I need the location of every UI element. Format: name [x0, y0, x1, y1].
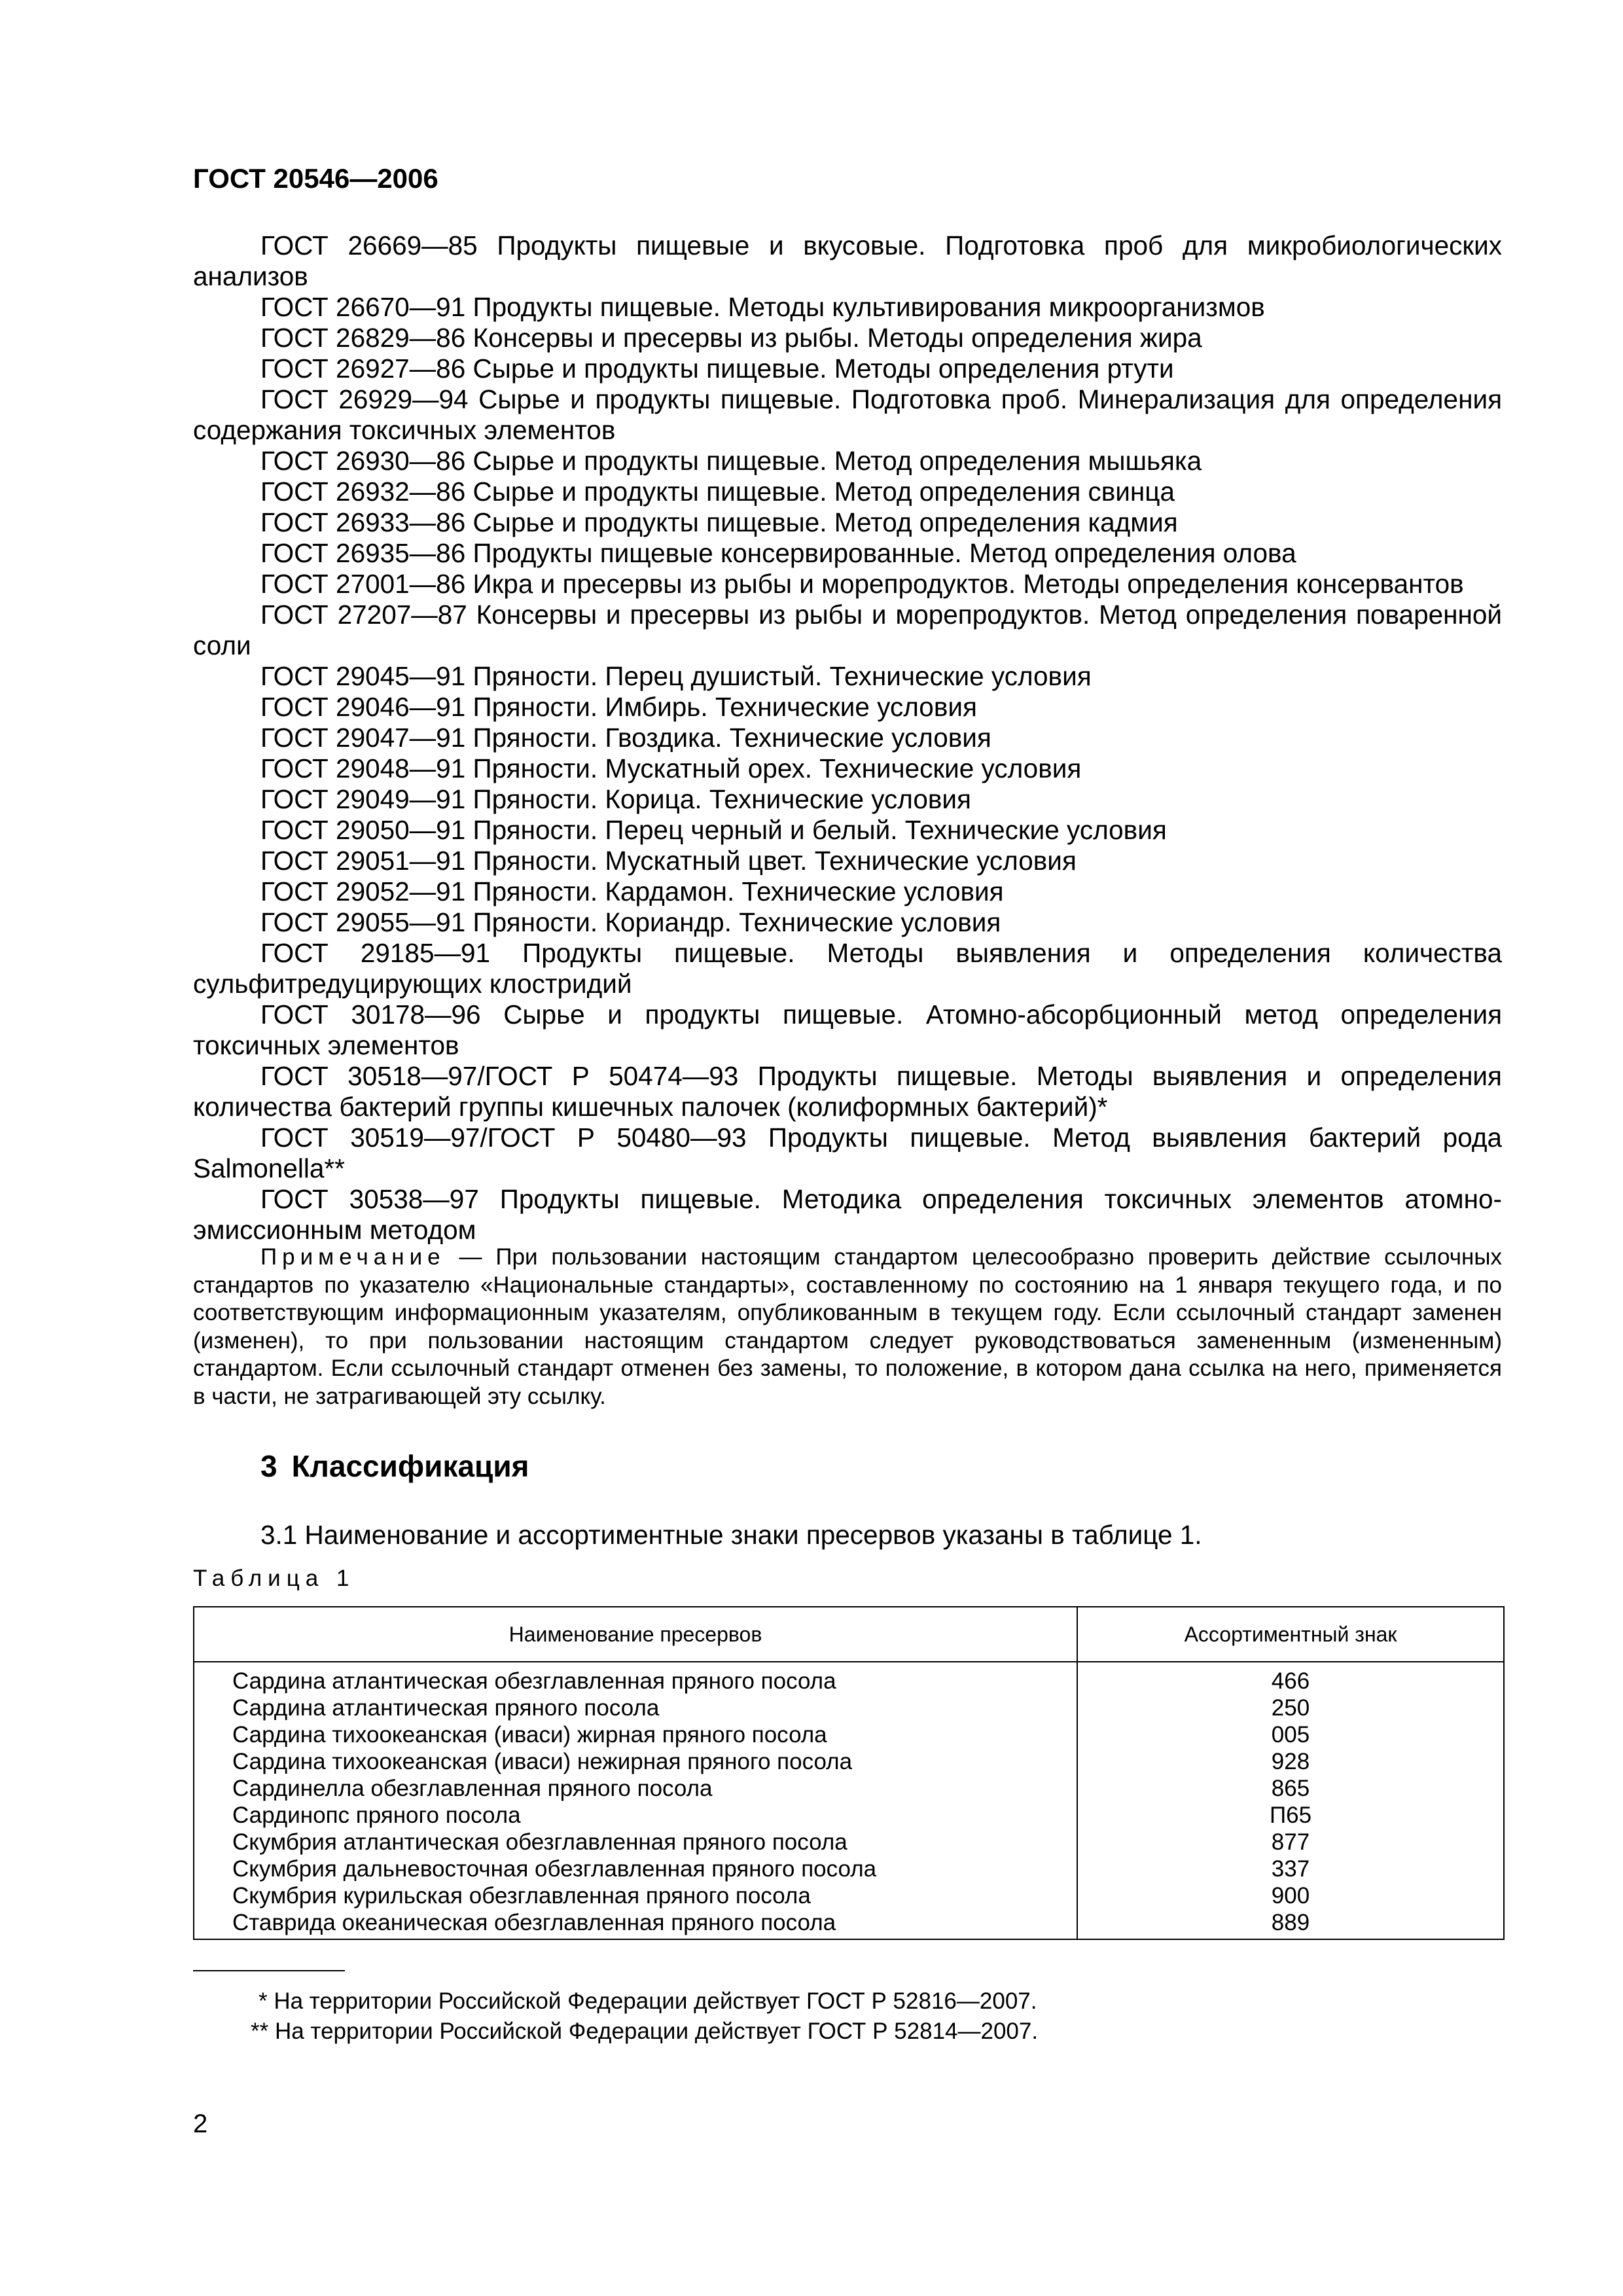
reference-item: ГОСТ 27001—86 Икра и пресервы из рыбы и морепродуктов. Методы определения консервантов [260, 569, 1464, 599]
footnote-item: * На территории Российской Федерации действует ГОСТ Р 52816—2007. [259, 1988, 1037, 2014]
reference-item: ГОСТ 26930—86 Сырье и продукты пищевые. Метод определения мышьяка [260, 446, 1202, 476]
reference-item: ГОСТ 29055—91 Пряности. Кориандр. Технические условия [260, 907, 1001, 937]
footnote-divider [193, 1970, 345, 1971]
assortment-code-cell: 337 [1077, 1856, 1504, 1882]
product-name-cell: Сардина атлантическая обезглавленная пряного посола [194, 1662, 1077, 1695]
reference-item: ГОСТ 26829—86 Консервы и пресервы из рыбы. Методы определения жира [260, 323, 1202, 353]
table-row [194, 1775, 1504, 1802]
reference-item: ГОСТ 26935—86 Продукты пищевые консервированные. Метод определения олова [260, 538, 1296, 568]
section-heading [260, 1448, 529, 1484]
table-row [194, 1721, 1504, 1748]
assortment-code-cell: 466 [1077, 1662, 1504, 1695]
reference-item: ГОСТ 30518—97/ГОСТ Р 50474—93 Продукты пищевые. Методы выявления и определения количества бактерий группы кишечных палочек (колиформных бактерий)* [193, 1061, 1502, 1122]
table-row [194, 1802, 1504, 1829]
reference-item: ГОСТ 29047—91 Пряности. Гвоздика. Технические условия [260, 723, 991, 753]
reference-item: ГОСТ 27207—87 Консервы и пресервы из рыбы и морепродуктов. Метод определения поваренной соли [193, 600, 1502, 660]
reference-item: ГОСТ 26669—85 Продукты пищевые и вкусовые. Подготовка проб для микробиологических анализов [193, 230, 1502, 291]
reference-item: ГОСТ 30519—97/ГОСТ Р 50480—93 Продукты пищевые. Метод выявления бактерий рода Salmonella** [193, 1122, 1502, 1183]
section-title: Классификация [291, 1449, 529, 1483]
product-name-cell: Ставрида океаническая обезглавленная пряного посола [194, 1909, 1077, 1939]
preserves-table [193, 1606, 1505, 1940]
assortment-code-cell: 900 [1077, 1882, 1504, 1909]
note-paragraph [193, 1244, 1502, 1411]
reference-item: ГОСТ 29050—91 Пряности. Перец черный и белый. Технические условия [260, 815, 1167, 845]
assortment-code-cell: 928 [1077, 1748, 1504, 1775]
reference-item: ГОСТ 29185—91 Продукты пищевые. Методы выявления и определения количества сульфитредуцирующих клостридий [193, 938, 1502, 999]
table-header-row [194, 1607, 1504, 1662]
reference-item: ГОСТ 29049—91 Пряности. Корица. Технические условия [260, 784, 971, 814]
footnote-item: ** На территории Российской Федерации действует ГОСТ Р 52814—2007. [251, 2018, 1039, 2044]
reference-item: ГОСТ 29051—91 Пряности. Мускатный цвет. Технические условия [260, 846, 1077, 876]
product-name-cell: Скумбрия атлантическая обезглавленная пряного посола [194, 1829, 1077, 1856]
assortment-code-cell: 250 [1077, 1695, 1504, 1721]
table-row [194, 1856, 1504, 1882]
reference-item: ГОСТ 29046—91 Пряности. Имбирь. Технические условия [260, 692, 977, 722]
reference-item: ГОСТ 26933—86 Сырье и продукты пищевые. Метод определения кадмия [260, 507, 1178, 537]
reference-item: ГОСТ 26932—86 Сырье и продукты пищевые. Метод определения свинца [260, 476, 1175, 507]
column-header-name: Наименование пресервов [194, 1607, 1077, 1662]
product-name-cell: Сардина атлантическая пряного посола [194, 1695, 1077, 1721]
product-name-cell: Сардинопс пряного посола [194, 1802, 1077, 1829]
note-label: Примечание [260, 1244, 446, 1270]
table-row [194, 1662, 1504, 1695]
assortment-code-cell: П65 [1077, 1802, 1504, 1829]
table-row [194, 1829, 1504, 1856]
reference-item: ГОСТ 30538—97 Продукты пищевые. Методика определения токсичных элементов атомно-эмиссионным методом [193, 1184, 1502, 1245]
reference-item: ГОСТ 26927—86 Сырье и продукты пищевые. Методы определения ртути [260, 353, 1174, 384]
page-number: 2 [193, 2109, 208, 2138]
table-row [194, 1748, 1504, 1775]
product-name-cell: Скумбрия дальневосточная обезглавленная пряного посола [194, 1856, 1077, 1882]
reference-item: ГОСТ 29045—91 Пряности. Перец душистый. Технические условия [260, 661, 1092, 691]
reference-item: ГОСТ 26670—91 Продукты пищевые. Методы культивирования микроорганизмов [260, 292, 1265, 322]
product-name-cell: Сардинелла обезглавленная пряного посола [194, 1775, 1077, 1802]
footnotes [193, 1986, 1038, 2047]
column-header-code: Ассортиментный знак [1077, 1607, 1504, 1662]
reference-item: ГОСТ 29048—91 Пряности. Мускатный орех. Технические условия [260, 753, 1082, 783]
table-row [194, 1909, 1504, 1939]
reference-item: ГОСТ 30178—96 Сырье и продукты пищевые. Атомно-абсорбционный метод определения токсичных элементов [193, 999, 1502, 1060]
note-text: — При пользовании настоящим стандартом целесообразно проверить действие ссылочных стандартов по указателю «Национальные стандарты», составленному по состоянию на 1 января текущего года, и по соответствующим информационным указателям, опубликованным в текущем году. Если ссылочный стандарт заменен (изменен), то при пользовании настоящим стандартом следует руководствоваться замененным (измененным) стандартом. Если ссылочный стандарт отменен без замены, то положение, в котором дана ссылка на него, применяется в части, не затрагивающей эту ссылку. [193, 1244, 1502, 1409]
assortment-code-cell: 865 [1077, 1775, 1504, 1802]
product-name-cell: Сардина тихоокеанская (иваси) нежирная пряного посола [194, 1748, 1077, 1775]
assortment-code-cell: 889 [1077, 1909, 1504, 1939]
table-row [194, 1882, 1504, 1909]
reference-item: ГОСТ 29052—91 Пряности. Кардамон. Технические условия [260, 876, 1004, 906]
table-row [194, 1695, 1504, 1721]
assortment-code-cell: 005 [1077, 1721, 1504, 1748]
product-name-cell: Скумбрия курильская обезглавленная пряного посола [194, 1882, 1077, 1909]
section-number: 3 [260, 1449, 277, 1483]
normative-references-list [193, 230, 1502, 1246]
assortment-code-cell: 877 [1077, 1829, 1504, 1856]
product-name-cell: Сардина тихоокеанская (иваси) жирная пряного посола [194, 1721, 1077, 1748]
document-header: ГОСТ 20546—2006 [193, 163, 438, 194]
paragraph-3-1: 3.1 Наименование и ассортиментные знаки пресервов указаны в таблице 1. [260, 1520, 1202, 1550]
table-caption: Таблица 1 [193, 1566, 355, 1591]
reference-item: ГОСТ 26929—94 Сырье и продукты пищевые. Подготовка проб. Минерализация для определения содержания токсичных элементов [193, 384, 1502, 445]
